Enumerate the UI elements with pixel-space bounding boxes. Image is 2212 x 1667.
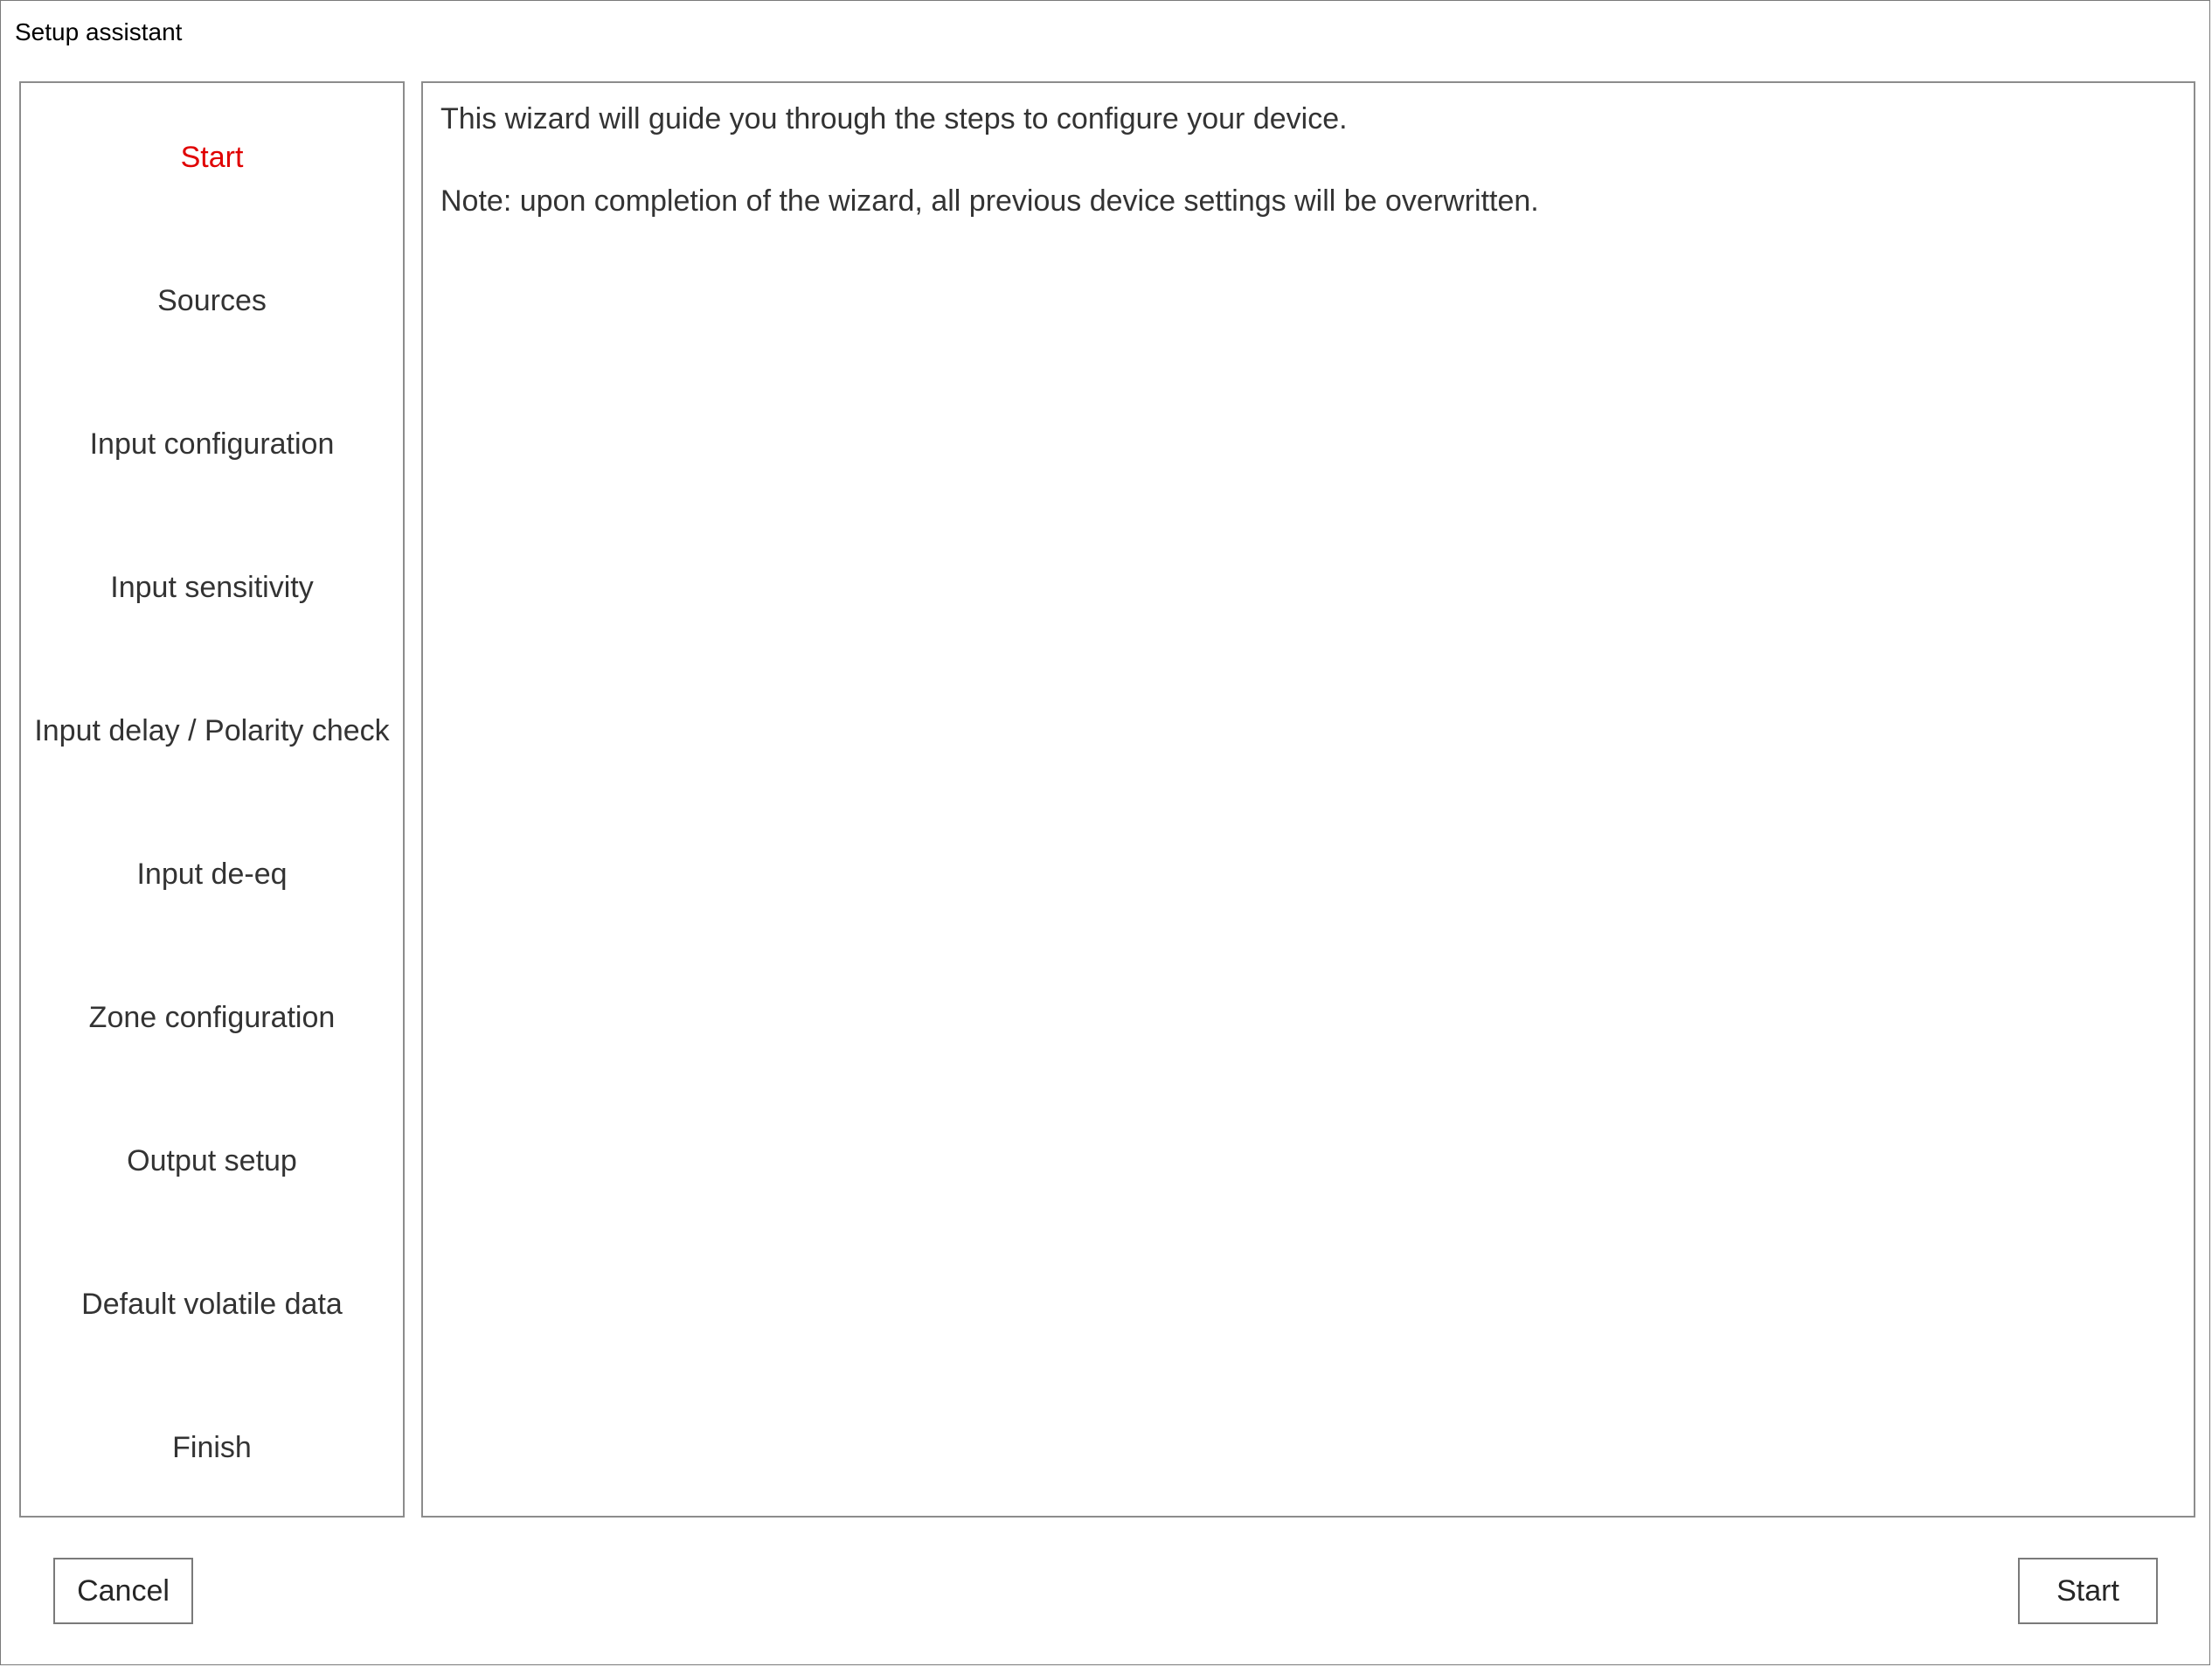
step-output-setup[interactable]: Output setup: [127, 1143, 297, 1177]
intro-text: This wizard will guide you through the steps to configure your device.: [440, 102, 1348, 135]
step-default-volatile-data[interactable]: Default volatile data: [81, 1287, 343, 1321]
note-text: Note: upon completion of the wizard, all previous device settings will be overwritten.: [440, 184, 1539, 218]
step-sources[interactable]: Sources: [157, 283, 267, 317]
step-input-delay-polarity-check[interactable]: Input delay / Polarity check: [34, 713, 390, 747]
step-input-configuration[interactable]: Input configuration: [89, 427, 335, 461]
step-finish[interactable]: Finish: [172, 1430, 252, 1464]
step-input-de-eq[interactable]: Input de-eq: [136, 857, 288, 891]
start-button[interactable]: Start: [2018, 1558, 2158, 1624]
window-title: Setup assistant: [15, 18, 183, 45]
step-start[interactable]: Start: [180, 140, 244, 174]
steps-panel: [19, 81, 405, 1518]
step-input-sensitivity[interactable]: Input sensitivity: [110, 570, 314, 604]
cancel-button[interactable]: Cancel: [53, 1558, 193, 1624]
step-zone-configuration[interactable]: Zone configuration: [88, 1000, 336, 1034]
content-panel: [421, 81, 2195, 1518]
